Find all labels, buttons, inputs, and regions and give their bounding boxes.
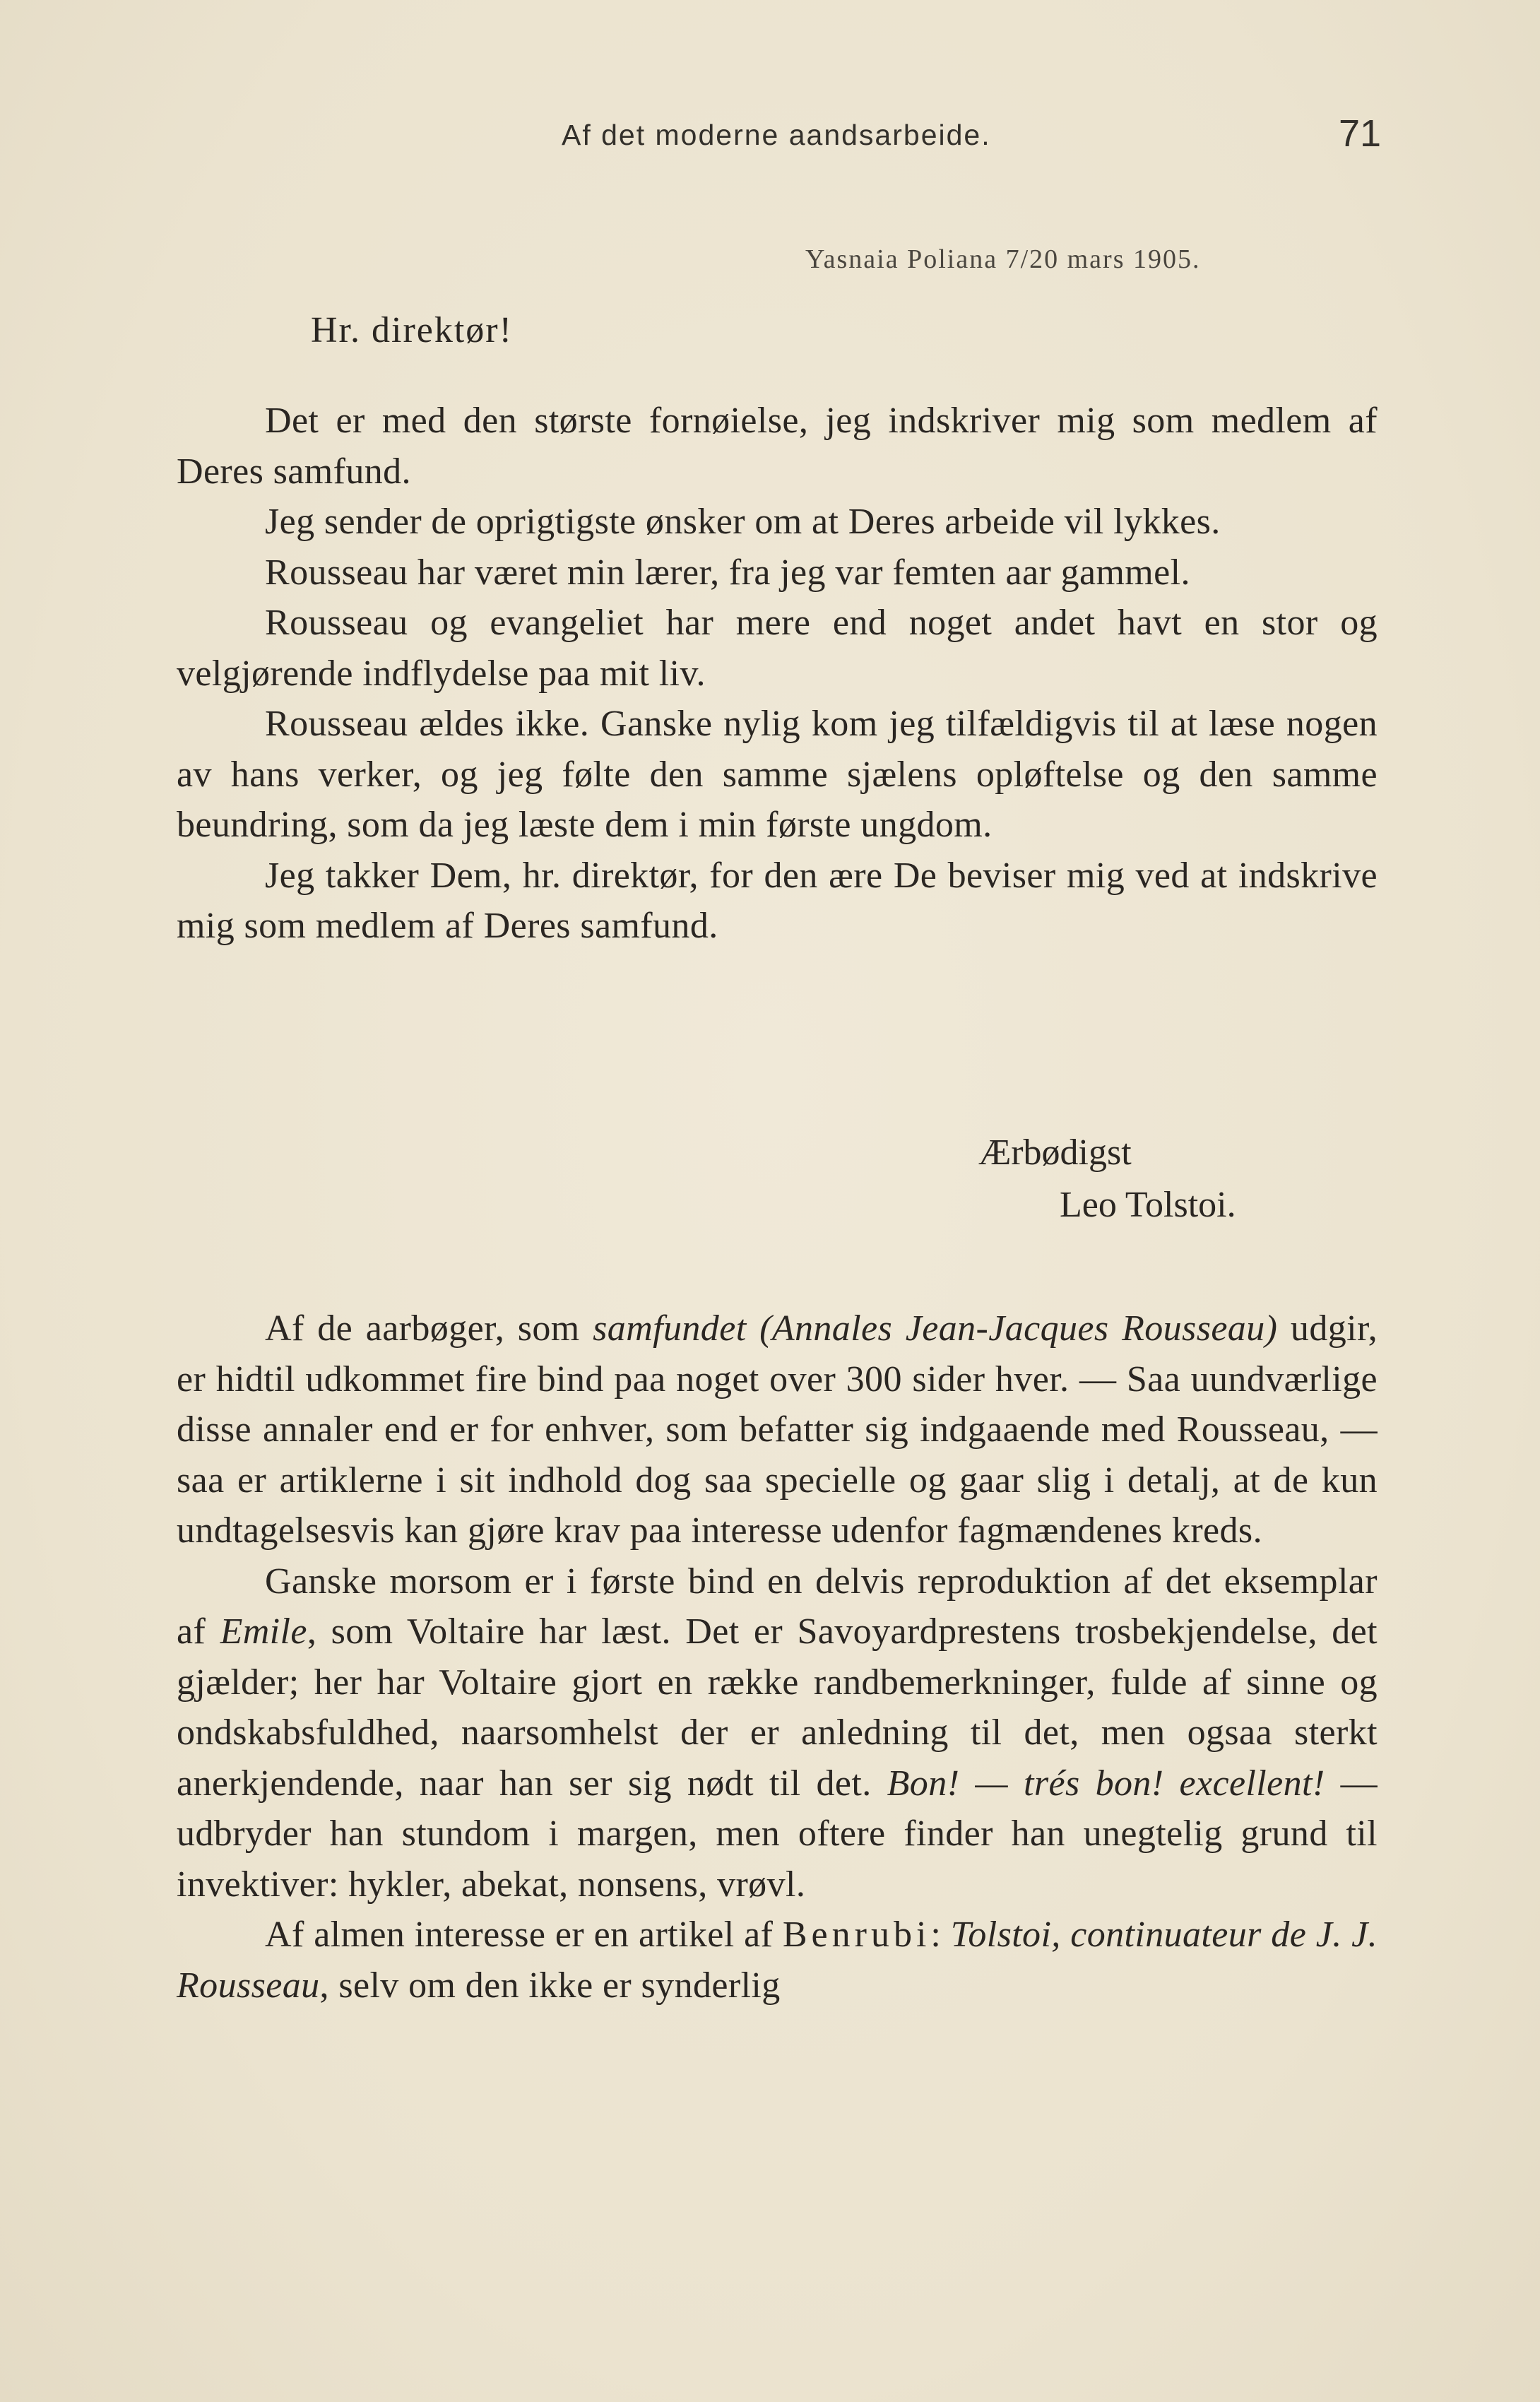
text-run: , selv om den ikke er synderlig [319, 1965, 781, 2006]
italic-text: Tolstoi, continuateur de J. J. Rousseau [177, 1915, 1378, 2006]
letter-paragraph: Jeg takker Dem, hr. direktør, for den ære De beviser mig ved at indskrive mig som medlem af Deres samfund. [177, 855, 1378, 946]
text-run: Af almen interesse er en artikel af [265, 1915, 783, 1955]
letter-paragraph: Rousseau har været min lærer, fra jeg var femten aar gammel. [265, 552, 1190, 593]
article-paragraph [177, 1303, 1378, 1556]
running-header [0, 106, 1540, 170]
text-run: : [930, 1915, 951, 1955]
letter-paragraph: Rousseau ældes ikke. Ganske nylig kom jeg tilfældigvis til at læse nogen av hans verker, og jeg følte den samme sjælens opløftelse og den samme beundring, som da jeg læste dem i min første ungdom. [177, 704, 1378, 845]
italic-text: Bon! — trés bon! excellent! [887, 1763, 1325, 1804]
letter-paragraph: Jeg sender de oprigtigste ønsker om at Deres arbeide vil lykkes. [265, 502, 1221, 542]
letter-closing [975, 1127, 1236, 1231]
spaced-author-name: Benrubi [782, 1915, 931, 1955]
running-title: Af det moderne aandsarbeide. [562, 119, 991, 151]
letter-paragraph: Rousseau og evangeliet har mere end noget andet havt en stor og velgjørende indflydelse paa mit liv. [177, 603, 1378, 694]
letter-dateline: Yasnaia Poliana 7/20 mars 1905. [805, 244, 1201, 274]
text-run: , som Voltaire har læst. Det er Savoyardprestens trosbekjendelse, det gjælder; her har Voltaire gjort en række randbemerkninger, fulde af sinne og ondskabsfuldhed, naarsomhelst der er anledning til det, men ogsaa sterkt anerkjendende, naar han ser sig nødt til det. [177, 1611, 1378, 1804]
italic-text: Emile [220, 1611, 307, 1652]
article-paragraph [177, 1556, 1378, 1910]
italic-text: samfundet (Annales Jean-Jacques Rousseau) [593, 1308, 1278, 1349]
text-run: Af de aarbøger, som [265, 1308, 593, 1349]
letter-salutation: Hr. direktør! [311, 310, 513, 350]
text-run: Ganske morsom er i første bind en delvis reproduktion af det eksemplar af [177, 1561, 1378, 1652]
text-run: — udbryder han stundom i margen, men oftere finder han unegtelig grund til invektiver: hykler, abekat, nonsens, vrøvl. [177, 1763, 1378, 1905]
closing-phrase: Ærbødigst [978, 1132, 1132, 1173]
article-body [177, 1303, 1378, 2011]
article-paragraph [177, 1910, 1378, 2011]
letter-paragraph: Det er med den største fornøielse, jeg indskriver mig som medlem af Deres samfund. [177, 401, 1378, 492]
page-number: 71 [1339, 112, 1382, 155]
signature: Leo Tolstoi. [1060, 1185, 1236, 1225]
letter-body [177, 396, 1378, 952]
text-run: udgir, er hidtil udkommet fire bind paa noget over 300 sider hver. — Saa uundværlige disse annaler end er for enhver, som befatter sig indgaaende med Rousseau, — saa er artiklerne i sit indhold dog saa specielle og gaar slig i detalj, at de kun undtagelsesvis kan gjøre krav paa interesse udenfor fagmændenes kreds. [177, 1308, 1378, 1551]
